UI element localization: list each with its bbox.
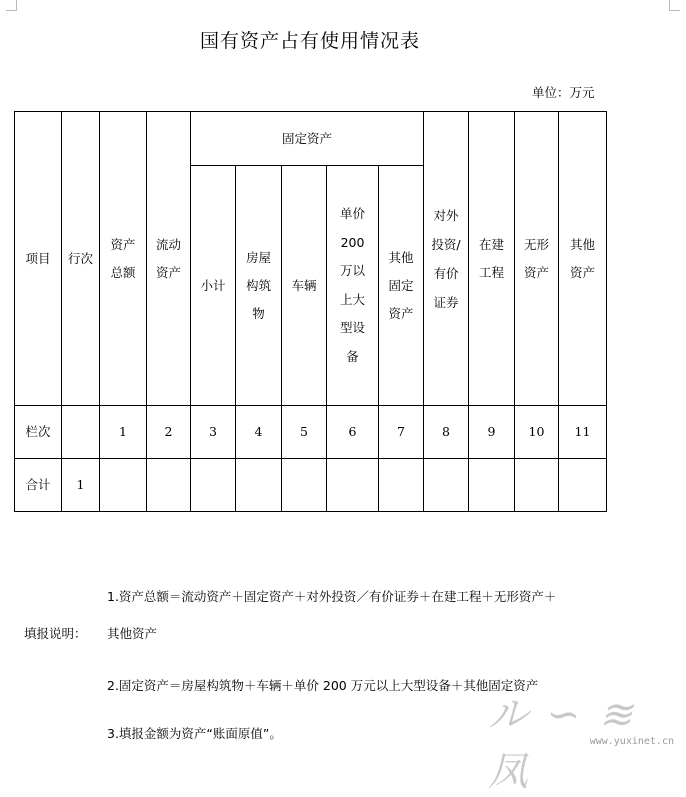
total-cell	[515, 459, 559, 512]
column-number-5: 5	[282, 406, 327, 459]
header-subtotal: 小计	[191, 166, 236, 406]
column-number-9: 9	[469, 406, 515, 459]
header-large-equipment: 单价200万以上大型设备	[327, 166, 379, 406]
column-number-6: 6	[327, 406, 379, 459]
total-cell	[327, 459, 379, 512]
total-cell	[282, 459, 327, 512]
total-row-label: 合计	[15, 459, 62, 512]
header-item: 项目	[15, 112, 62, 406]
header-fixed-assets: 固定资产	[191, 112, 424, 166]
header-construction: 在建工程	[469, 112, 515, 406]
page-corner-mark-right	[669, 0, 680, 11]
note-line-1-continued: 其他资产	[107, 626, 158, 641]
total-cell	[379, 459, 424, 512]
watermark-logo-icon: ル ∽ ≋ 凤	[488, 692, 636, 795]
column-number-3: 3	[191, 406, 236, 459]
column-number-11: 11	[559, 406, 607, 459]
total-row	[15, 459, 607, 512]
total-cell	[469, 459, 515, 512]
header-intangible: 无形资产	[515, 112, 559, 406]
column-number-empty	[62, 406, 100, 459]
total-cell	[147, 459, 191, 512]
unit-label: 单位：万元	[532, 85, 595, 100]
total-cell	[100, 459, 147, 512]
column-number-row	[15, 406, 607, 459]
total-row-no: 1	[62, 459, 100, 512]
total-cell	[424, 459, 469, 512]
watermark-url: www.yuxinet.cn	[589, 736, 674, 747]
column-number-2: 2	[147, 406, 191, 459]
header-other-assets: 其他资产	[559, 112, 607, 406]
note-line-1: 1.资产总额＝流动资产＋固定资产＋对外投资／有价证券＋在建工程＋无形资产＋	[107, 589, 557, 604]
column-number-8: 8	[424, 406, 469, 459]
note-line-2: 2.固定资产＝房屋构筑物＋车辆＋单价 200 万元以上大型设备＋其他固定资产	[107, 678, 539, 693]
header-total-assets: 资产总额	[100, 112, 147, 406]
column-number-7: 7	[379, 406, 424, 459]
site-watermark	[482, 687, 682, 795]
header-row-top	[15, 112, 607, 166]
total-cell	[559, 459, 607, 512]
header-investment: 对外投资/有价证券	[424, 112, 469, 406]
page-corner-mark-left	[6, 0, 17, 11]
header-other-fixed: 其他固定资产	[379, 166, 424, 406]
document-title: 国有资产占有使用情况表	[199, 30, 420, 52]
column-number-label: 栏次	[15, 406, 62, 459]
header-row-no: 行次	[62, 112, 100, 406]
column-number-10: 10	[515, 406, 559, 459]
asset-usage-table	[14, 111, 607, 512]
notes-label: 填报说明：	[24, 626, 87, 641]
note-line-3: 3.填报金额为资产“账面原值”。	[107, 726, 282, 741]
header-current-assets: 流动资产	[147, 112, 191, 406]
column-number-4: 4	[236, 406, 282, 459]
header-buildings: 房屋构筑物	[236, 166, 282, 406]
total-cell	[236, 459, 282, 512]
column-number-1: 1	[100, 406, 147, 459]
total-cell	[191, 459, 236, 512]
header-vehicles: 车辆	[282, 166, 327, 406]
